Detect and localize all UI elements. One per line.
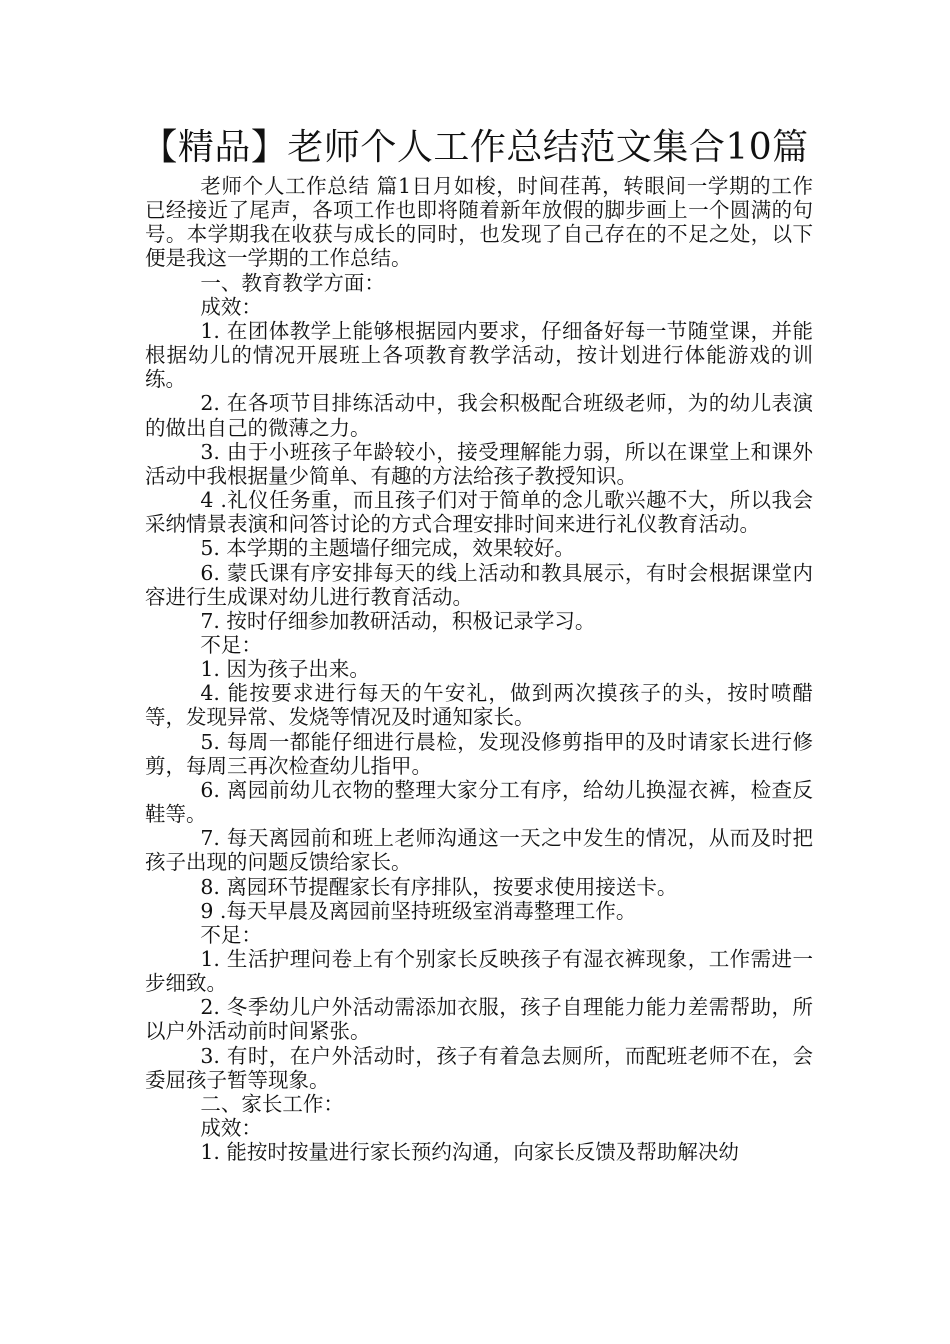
document-body <box>145 174 813 1164</box>
list-item: 2. 在各项节目排练活动中，我会积极配合班级老师，为的幼儿表演的做出自己的微薄之力。 <box>145 391 813 440</box>
document-title: 【精品】老师个人工作总结范文集合10篇 <box>141 127 809 168</box>
list-item: 5. 每周一都能仔细进行晨检，发现没修剪指甲的及时请家长进行修剪，每周三再次检查幼儿指甲。 <box>145 729 813 778</box>
list-item: 1. 因为孩子出来。 <box>200 657 370 682</box>
list-item: 1. 能按时按量进行家长预约沟通，向家长反馈及帮助解决幼 <box>200 1140 739 1165</box>
list-item: 5. 本学期的主题墙仔细完成，效果较好。 <box>200 536 575 561</box>
list-item: 2. 冬季幼儿户外活动需添加衣服，孩子自理能力能力差需帮助，所以户外活动前时间紧张。 <box>145 995 813 1044</box>
subheading-results: 成效： <box>200 294 262 319</box>
list-item: 8. 离园环节提醒家长有序排队，按要求使用接送卡。 <box>200 874 678 899</box>
list-item: 3. 由于小班孩子年龄较小，接受理解能力弱，所以在课堂上和课外活动中我根据量少简单、有趣的方法给孩子教授知识。 <box>145 439 813 488</box>
list-item: 1. 生活护理问卷上有个别家长反映孩子有湿衣裤现象，工作需进一步细致。 <box>145 947 813 996</box>
section-heading-teaching: 一、教育教学方面： <box>200 270 385 295</box>
list-item: 9 .每天早晨及离园前坚持班级室消毒整理工作。 <box>200 898 637 923</box>
subheading-shortcomings: 不足： <box>200 632 262 657</box>
list-item: 6. 蒙氏课有序安排每天的线上活动和教具展示，有时会根据课堂内容进行生成课对幼儿进行教育活动。 <box>145 560 813 609</box>
subheading-results: 成效： <box>200 1116 262 1141</box>
list-item: 4 .礼仪任务重，而且孩子们对于简单的念儿歌兴趣不大，所以我会采纳情景表演和问答讨论的方式合理安排时间来进行礼仪教育活动。 <box>145 488 813 537</box>
paragraph-intro: 老师个人工作总结 篇1日月如梭，时间荏苒，转眼间一学期的工作已经接近了尾声，各项工作也即将随着新年放假的脚步画上一个圆满的句号。本学期我在收获与成长的同时，也发现了自己存在的不足之处，以下便是我这一学期的工作总结。 <box>145 174 813 271</box>
subheading-shortcomings: 不足： <box>200 922 262 947</box>
list-item: 7. 按时仔细参加教研活动，积极记录学习。 <box>200 608 596 633</box>
list-item: 6. 离园前幼儿衣物的整理大家分工有序，给幼儿换湿衣裤，检查反鞋等。 <box>145 777 813 827</box>
list-item: 1. 在团体教学上能够根据园内要求，仔细备好每一节随堂课，并能根据幼儿的情况开展班上各项教育教学活动，按计划进行体能游戏的训练。 <box>145 318 813 392</box>
section-heading-parents: 二、家长工作： <box>200 1091 344 1116</box>
list-item: 3. 有时，在户外活动时，孩子有着急去厕所，而配班老师不在，会委屈孩子暂等现象。 <box>145 1043 813 1092</box>
list-item: 4. 能按要求进行每天的午安礼，做到两次摸孩子的头，按时喷醋等，发现异常、发烧等情况及时通知家长。 <box>145 681 813 730</box>
list-item: 7. 每天离园前和班上老师沟通这一天之中发生的情况，从而及时把孩子出现的问题反馈给家长。 <box>145 826 813 875</box>
